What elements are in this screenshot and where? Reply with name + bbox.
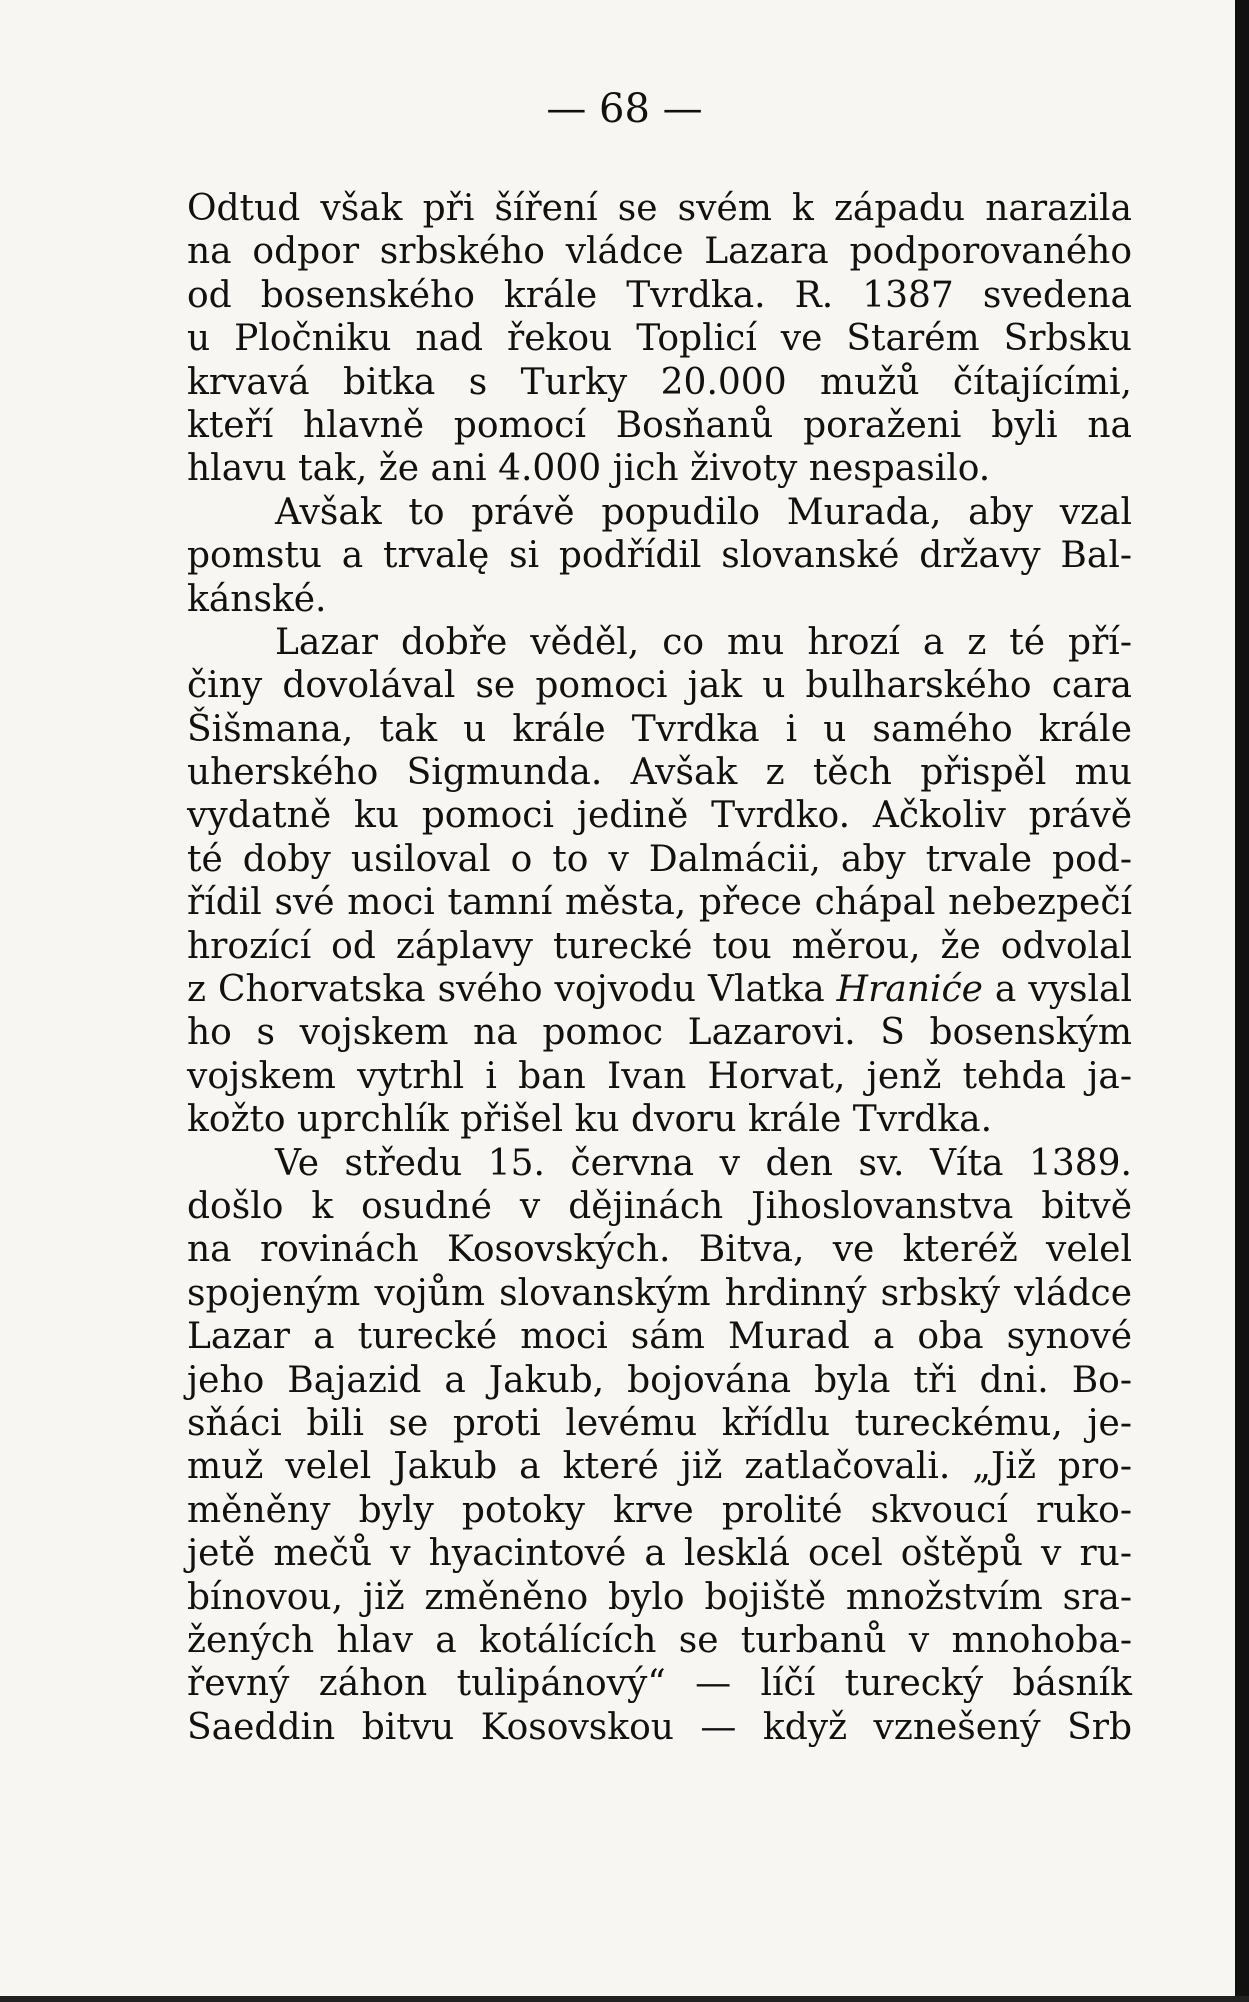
text-line: kteří hlavně pomocí Bosňanů poraženi byli na <box>187 404 1132 446</box>
text-line: Ve středu 15. června v den sv. Víta 1389. <box>275 1142 1132 1184</box>
text-line: Avšak to právě popudilo Murada, aby vzal <box>275 491 1132 533</box>
text-line: na odpor srbského vládce Lazara podporovaného <box>187 231 1132 273</box>
body-text <box>187 187 1132 1749</box>
text-line: od bosenského krále Tvrdka. R. 1387 svedena <box>187 274 1132 316</box>
text-line: měněny byly potoky krve prolité skvoucí ruko- <box>187 1489 1132 1531</box>
text-line: muž velel Jakub a které již zatlačovali. „Již pro- <box>187 1446 1132 1488</box>
text-line: bínovou, již změněno bylo bojiště množstvím sra- <box>187 1576 1132 1618</box>
text-line: došlo k osudné v dějinách Jihoslovanstva bitvě <box>187 1185 1132 1227</box>
text-line: té doby usiloval o to v Dalmácii, aby trvale pod- <box>187 838 1132 880</box>
page-number: — 68 — <box>546 86 703 132</box>
text-line: z Chorvatska svého vojvodu Vlatka Hraniće a vyslal <box>187 969 1132 1011</box>
text-line: Lazar a turecké moci sám Murad a oba synové <box>187 1316 1132 1358</box>
text-line: Odtud však při šíření se svém k západu narazila <box>187 188 1132 229</box>
text-line: jetě mečů v hyacintové a lesklá ocel oštěpů v ru- <box>187 1533 1132 1575</box>
page-bottom-edge <box>0 1996 1249 2002</box>
text-line: vydatně ku pomoci jedině Tvrdko. Ačkoliv právě <box>187 795 1132 837</box>
text-line: Šišmana, tak u krále Tvrdka i u samého krále <box>187 708 1132 750</box>
text-line: pomstu a trvalę si podřídil slovanské državy Bal- <box>187 535 1132 577</box>
text-line: hrozící od záplavy turecké tou měrou, že odvolal <box>187 925 1132 967</box>
text-line: Saeddin bitvu Kosovskou — když vznešený Srb <box>187 1706 1132 1748</box>
text-line: sňáci bili se proti levému křídlu tureckému, je- <box>187 1402 1132 1444</box>
text-line: řídil své moci tamní města, přece chápal nebezpečí <box>187 882 1132 924</box>
text-line: krvavá bitka s Turky 20.000 mužů čítajícími, <box>187 361 1132 403</box>
page-edge-shadow <box>1235 0 1249 2002</box>
text-line: ho s vojskem na pomoc Lazarovi. S bosenským <box>187 1012 1132 1054</box>
text-line: žených hlav a kotálících se turbanů v mnohoba- <box>187 1619 1132 1661</box>
text-line: činy dovolával se pomoci jak u bulharského cara <box>187 665 1132 707</box>
text-line: vojskem vytrhl i ban Ivan Horvat, jenž tehda ja- <box>187 1055 1132 1097</box>
text-line: Lazar dobře věděl, co mu hrozí a z té pří- <box>275 621 1132 663</box>
text-line: u Pločniku nad řekou Toplicí ve Starém Srbsku <box>187 318 1132 360</box>
text-line: kožto uprchlík přišel ku dvoru krále Tvrdka. <box>187 1099 993 1141</box>
text-line: jeho Bajazid a Jakub, bojována byla tři dni. Bo- <box>187 1359 1132 1401</box>
text-line: na rovinách Kosovských. Bitva, ve kteréž velel <box>187 1229 1132 1271</box>
text-line: hlavu tak, že ani 4.000 jich životy nespasilo. <box>187 448 991 490</box>
text-line: kánské. <box>187 578 327 620</box>
italic-name: Hraniće <box>836 969 983 1011</box>
text-line: řevný záhon tulipánový“ — líčí turecký básník <box>187 1663 1132 1705</box>
text-line: spojeným vojům slovanským hrdinný srbský vládce <box>187 1272 1132 1314</box>
text-line: uherského Sigmunda. Avšak z těch přispěl mu <box>187 752 1132 794</box>
